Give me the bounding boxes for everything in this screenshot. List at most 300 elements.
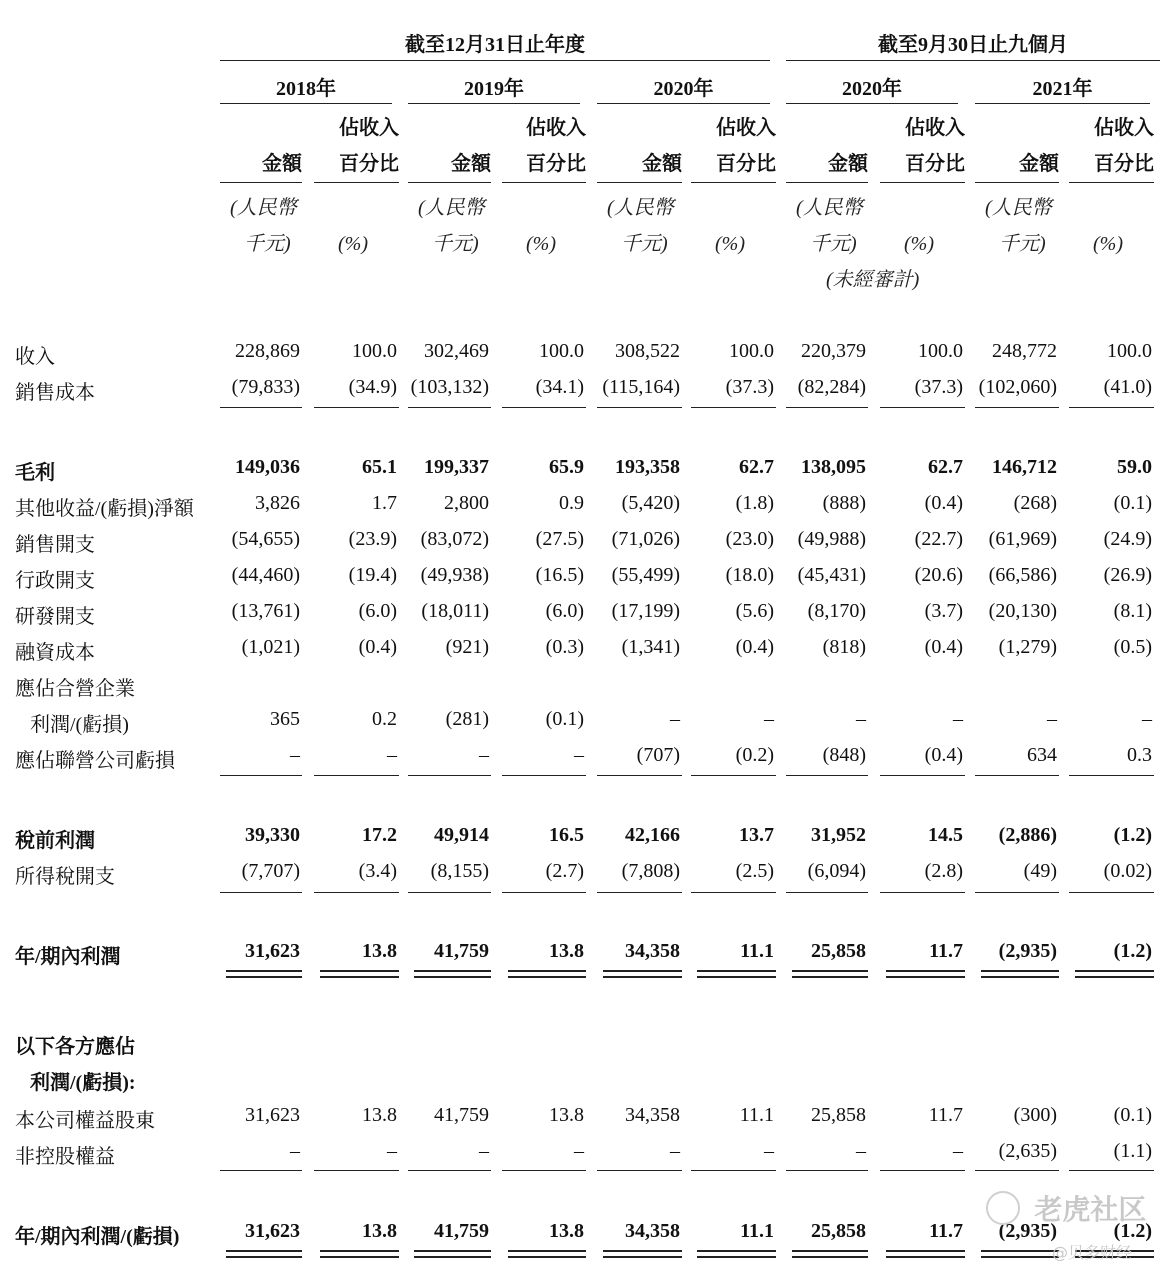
watermark (986, 1188, 1146, 1228)
row-cell: (2.5) (735, 860, 774, 882)
percent-header (880, 110, 965, 182)
row-cell: 42,166 (625, 824, 680, 846)
row-cell: (2,935) (998, 940, 1057, 962)
row-cell: (0.4) (735, 636, 774, 658)
row-cell: 41,759 (434, 940, 489, 962)
group-title-nine-months: 截至9月30日止九個月 (878, 34, 1068, 56)
subtotal-rule (880, 892, 965, 893)
row-cell: 34,358 (625, 1104, 680, 1126)
row-cell: (6.0) (545, 600, 584, 622)
row-cell: (8,155) (430, 860, 489, 882)
unit-amount-line2: 千元) (999, 233, 1046, 255)
row-cell: (1.2) (1113, 1220, 1152, 1242)
row-cell: – (479, 1140, 489, 1162)
row-cell: – (764, 708, 774, 730)
row-cell: 17.2 (362, 824, 397, 846)
row-cell: 11.1 (740, 1220, 774, 1242)
unit-amount-line2: 千元) (810, 233, 857, 255)
row-cell: (66,586) (988, 564, 1057, 586)
row-cell: – (670, 708, 680, 730)
row-cell: – (387, 744, 397, 766)
amount-label: 金額 (262, 153, 302, 175)
row-label: 利潤/(虧損) (30, 714, 129, 736)
total-double-rule (792, 970, 868, 978)
row-cell: (19.4) (348, 564, 397, 586)
amount-label: 金額 (1019, 153, 1059, 175)
subtotal-rule (502, 775, 586, 776)
row-cell: 16.5 (549, 824, 584, 846)
total-double-rule (697, 970, 776, 978)
row-cell: (24.9) (1103, 528, 1152, 550)
total-double-rule (981, 970, 1059, 978)
watermark-brand: 老虎社区 (1034, 1193, 1147, 1226)
pct-label-line1: 佔收入 (339, 117, 399, 139)
amount-header (220, 110, 302, 182)
row-cell: (0.1) (1113, 1104, 1152, 1126)
row-cell: (82,284) (797, 376, 866, 398)
row-cell: 11.1 (740, 940, 774, 962)
row-cell: (0.4) (924, 492, 963, 514)
subtotal-rule (786, 1170, 868, 1171)
row-cell: (1,341) (621, 636, 680, 658)
row-cell: (5.6) (735, 600, 774, 622)
row-cell: – (856, 1140, 866, 1162)
unit-amount-line2: 千元) (432, 233, 479, 255)
row-cell: (0.4) (358, 636, 397, 658)
row-label: 其他收益/(虧損)淨額 (15, 498, 194, 520)
row-label: 毛利 (15, 462, 55, 484)
row-cell: (7,808) (621, 860, 680, 882)
amount-label: 金額 (828, 153, 868, 175)
subtotal-rule (786, 775, 868, 776)
row-cell: 0.2 (372, 708, 397, 730)
row-cell: (1.2) (1113, 940, 1152, 962)
group-rule-nine-months (786, 60, 1160, 61)
row-cell: (3.4) (358, 860, 397, 882)
row-cell: 199,337 (424, 456, 489, 478)
row-label: 所得稅開支 (15, 866, 115, 888)
unit-amount-line2: 千元) (621, 233, 668, 255)
column-header-rule (691, 182, 776, 183)
row-cell: (23.9) (348, 528, 397, 550)
amount-header (408, 110, 491, 182)
row-cell: (16.5) (535, 564, 584, 586)
row-cell: (281) (445, 708, 489, 730)
row-cell: (707) (636, 744, 680, 766)
column-header-rule (786, 182, 868, 183)
row-cell: (102,060) (978, 376, 1057, 398)
year-rule-1 (408, 103, 580, 104)
row-cell: 31,623 (245, 940, 300, 962)
subtotal-rule (408, 775, 491, 776)
unit-percent (526, 190, 556, 262)
year-header-2: 2020年 (653, 78, 714, 100)
total-double-rule (1075, 970, 1154, 978)
row-cell: 193,358 (615, 456, 680, 478)
row-cell: (17,199) (611, 600, 680, 622)
row-cell: 62.7 (739, 456, 774, 478)
row-cell: (8.1) (1113, 600, 1152, 622)
subtotal-rule (691, 892, 776, 893)
row-cell: (22.7) (914, 528, 963, 550)
row-cell: 34,358 (625, 1220, 680, 1242)
row-label: 以下各方應佔 (15, 1036, 135, 1058)
row-cell: (115,164) (602, 376, 680, 398)
row-cell: 25,858 (811, 1104, 866, 1126)
subtotal-rule (880, 407, 965, 408)
subtotal-rule (314, 407, 399, 408)
row-cell: (54,655) (231, 528, 300, 550)
row-cell: 11.7 (928, 1104, 963, 1126)
row-cell: (45,431) (797, 564, 866, 586)
pct-label-line1: 佔收入 (716, 117, 776, 139)
row-cell: – (856, 708, 866, 730)
row-cell: 2,800 (444, 492, 489, 514)
row-cell: 31,623 (245, 1220, 300, 1242)
row-cell: – (574, 744, 584, 766)
subtotal-rule (314, 1170, 399, 1171)
watermark-logo-icon (986, 1191, 1020, 1225)
subtotal-rule (220, 407, 302, 408)
subtotal-rule (597, 1170, 682, 1171)
row-cell: 13.8 (362, 1104, 397, 1126)
row-cell: 11.1 (739, 1104, 774, 1126)
row-cell: 365 (270, 708, 300, 730)
row-cell: (49) (1023, 860, 1057, 882)
row-cell: (26.9) (1103, 564, 1152, 586)
row-cell: – (764, 1140, 774, 1162)
subtotal-rule (880, 1170, 965, 1171)
row-cell: 65.9 (549, 456, 584, 478)
row-cell: (0.1) (1113, 492, 1152, 514)
subtotal-rule (975, 892, 1059, 893)
percent-header (502, 110, 586, 182)
row-cell: (818) (822, 636, 866, 658)
subtotal-rule (1069, 407, 1154, 408)
row-cell: 39,330 (245, 824, 300, 846)
row-cell: 62.7 (928, 456, 963, 478)
subtotal-rule (502, 407, 586, 408)
year-rule-3 (786, 103, 958, 104)
total-double-rule (508, 1250, 586, 1258)
row-cell: 100.0 (918, 340, 963, 362)
year-rule-4 (975, 103, 1150, 104)
subtotal-rule (1069, 892, 1154, 893)
subtotal-rule (1069, 775, 1154, 776)
row-cell: 100.0 (729, 340, 774, 362)
row-cell: (2,886) (998, 824, 1057, 846)
row-label: 稅前利潤 (15, 830, 95, 852)
total-double-rule (886, 1250, 965, 1258)
row-cell: (103,132) (410, 376, 489, 398)
percent-header (314, 110, 399, 182)
row-cell: (1.8) (735, 492, 774, 514)
row-cell: (5,420) (621, 492, 680, 514)
row-cell: 100.0 (352, 340, 397, 362)
subtotal-rule (786, 892, 868, 893)
row-cell: 149,036 (235, 456, 300, 478)
pct-label-line2: 百分比 (716, 153, 776, 175)
row-cell: (0.1) (545, 708, 584, 730)
unit-percent-label: (%) (526, 233, 556, 255)
row-cell: 1.7 (372, 492, 397, 514)
total-double-rule (697, 1250, 776, 1258)
row-cell: 13.8 (549, 1104, 584, 1126)
row-cell: 220,379 (801, 340, 866, 362)
subtotal-rule (597, 407, 682, 408)
unit-amount (796, 190, 863, 262)
column-header-rule (1069, 182, 1154, 183)
row-cell: 634 (1027, 744, 1057, 766)
column-header-rule (880, 182, 965, 183)
year-header-1: 2019年 (464, 78, 524, 100)
subtotal-rule (975, 775, 1059, 776)
row-cell: (0.2) (735, 744, 774, 766)
amount-header (786, 110, 868, 182)
amount-header (975, 110, 1059, 182)
total-double-rule (886, 970, 965, 978)
column-header-rule (975, 182, 1059, 183)
row-label: 非控股權益 (15, 1146, 115, 1168)
row-cell: 34,358 (625, 940, 680, 962)
total-double-rule (508, 970, 586, 978)
unit-amount (985, 190, 1052, 262)
subtotal-rule (786, 407, 868, 408)
row-cell: 11.7 (929, 1220, 963, 1242)
total-double-rule (226, 970, 302, 978)
row-cell: (13,761) (231, 600, 300, 622)
row-cell: – (953, 708, 963, 730)
row-cell: (268) (1013, 492, 1057, 514)
year-rule-0 (220, 103, 392, 104)
row-label: 銷售成本 (15, 382, 95, 404)
row-cell: 100.0 (1107, 340, 1152, 362)
row-cell: (37.3) (725, 376, 774, 398)
subtotal-rule (314, 892, 399, 893)
row-cell: (55,499) (611, 564, 680, 586)
row-cell: (1,279) (998, 636, 1057, 658)
subtotal-rule (220, 1170, 302, 1171)
pct-label-line1: 佔收入 (1094, 117, 1154, 139)
row-cell: 41,759 (434, 1104, 489, 1126)
row-cell: (2,935) (998, 1220, 1057, 1242)
row-cell: (1.2) (1113, 824, 1152, 846)
row-cell: (2.7) (545, 860, 584, 882)
row-cell: – (290, 744, 300, 766)
unit-amount-line1: (人民幣 (418, 197, 485, 219)
row-cell: (300) (1013, 1104, 1057, 1126)
row-label: 應佔聯營公司虧損 (15, 750, 175, 772)
row-cell: 65.1 (362, 456, 397, 478)
row-cell: – (1047, 708, 1057, 730)
row-cell: (27.5) (535, 528, 584, 550)
row-cell: (848) (822, 744, 866, 766)
row-cell: – (574, 1140, 584, 1162)
row-cell: (6,094) (807, 860, 866, 882)
row-cell: 13.8 (549, 940, 584, 962)
row-cell: 3,826 (255, 492, 300, 514)
row-cell: 13.8 (549, 1220, 584, 1242)
row-cell: (921) (445, 636, 489, 658)
row-cell: 13.7 (739, 824, 774, 846)
row-cell: 59.0 (1117, 456, 1152, 478)
row-cell: 146,712 (992, 456, 1057, 478)
total-double-rule (792, 1250, 868, 1258)
row-cell: (0.3) (545, 636, 584, 658)
group-title-annual: 截至12月31日止年度 (405, 34, 585, 56)
unaudited-note: (未經審計) (826, 269, 920, 291)
unit-amount (230, 190, 297, 262)
row-cell: (83,072) (420, 528, 489, 550)
row-cell: – (953, 1140, 963, 1162)
column-header-rule (220, 182, 302, 183)
subtotal-rule (880, 775, 965, 776)
row-cell: (44,460) (231, 564, 300, 586)
row-cell: (2.8) (924, 860, 963, 882)
pct-label-line1: 佔收入 (905, 117, 965, 139)
subtotal-rule (691, 407, 776, 408)
subtotal-rule (597, 892, 682, 893)
row-cell: (0.4) (924, 636, 963, 658)
row-cell: (18.0) (725, 564, 774, 586)
row-cell: (34.9) (348, 376, 397, 398)
row-cell: (71,026) (611, 528, 680, 550)
row-label: 本公司權益股東 (15, 1110, 155, 1132)
row-label: 年/期內利潤/(虧損) (15, 1226, 180, 1248)
unit-amount-line1: (人民幣 (230, 197, 297, 219)
subtotal-rule (975, 1170, 1059, 1171)
row-label: 利潤/(虧損): (30, 1072, 136, 1094)
row-cell: 13.8 (362, 940, 397, 962)
row-cell: 100.0 (539, 340, 584, 362)
year-rule-2 (597, 103, 770, 104)
column-header-rule (502, 182, 586, 183)
unit-percent-label: (%) (1093, 233, 1123, 255)
row-cell: 25,858 (811, 940, 866, 962)
subtotal-rule (408, 892, 491, 893)
row-cell: – (479, 744, 489, 766)
row-cell: (20,130) (988, 600, 1057, 622)
unit-amount-line1: (人民幣 (796, 197, 863, 219)
row-label: 年/期內利潤 (15, 946, 121, 968)
subtotal-rule (691, 1170, 776, 1171)
total-double-rule (320, 1250, 399, 1258)
row-cell: (2,635) (998, 1140, 1057, 1162)
subtotal-rule (502, 1170, 586, 1171)
row-cell: 13.8 (362, 1220, 397, 1242)
year-header-3: 2020年 (842, 78, 902, 100)
unit-percent (338, 190, 368, 262)
pct-label-line2: 百分比 (1094, 153, 1154, 175)
row-label: 銷售開支 (15, 534, 95, 556)
subtotal-rule (1069, 1170, 1154, 1171)
subtotal-rule (314, 775, 399, 776)
row-cell: 31,623 (245, 1104, 300, 1126)
unit-amount-line1: (人民幣 (607, 197, 674, 219)
row-cell: (888) (822, 492, 866, 514)
row-cell: (8,170) (807, 600, 866, 622)
row-cell: – (1142, 708, 1152, 730)
subtotal-rule (220, 892, 302, 893)
row-cell: (0.02) (1103, 860, 1152, 882)
row-label: 收入 (15, 346, 55, 368)
subtotal-rule (220, 775, 302, 776)
row-cell: 31,952 (811, 824, 866, 846)
column-header-rule (314, 182, 399, 183)
row-cell: 0.3 (1127, 744, 1152, 766)
row-cell: (1,021) (241, 636, 300, 658)
row-cell: (37.3) (914, 376, 963, 398)
subtotal-rule (975, 407, 1059, 408)
percent-header (1069, 110, 1154, 182)
subtotal-rule (502, 892, 586, 893)
row-cell: (34.1) (535, 376, 584, 398)
row-cell: (6.0) (358, 600, 397, 622)
unit-amount-line1: (人民幣 (985, 197, 1052, 219)
subtotal-rule (408, 1170, 491, 1171)
unit-percent-label: (%) (338, 233, 368, 255)
pct-label-line2: 百分比 (526, 153, 586, 175)
unit-percent (1093, 190, 1123, 262)
amount-label: 金額 (642, 153, 682, 175)
row-cell: (79,833) (231, 376, 300, 398)
total-double-rule (981, 1250, 1059, 1258)
total-double-rule (320, 970, 399, 978)
column-header-rule (597, 182, 682, 183)
row-cell: (49,938) (420, 564, 489, 586)
year-header-0: 2018年 (276, 78, 336, 100)
row-cell: 14.5 (928, 824, 963, 846)
row-cell: (23.0) (725, 528, 774, 550)
watermark-handle: @贝多财经 (1052, 1243, 1133, 1262)
row-cell: (0.4) (924, 744, 963, 766)
total-double-rule (414, 970, 491, 978)
row-cell: (7,707) (241, 860, 300, 882)
row-cell: 41,759 (434, 1220, 489, 1242)
year-header-4: 2021年 (1032, 78, 1093, 100)
pct-label-line2: 百分比 (905, 153, 965, 175)
subtotal-rule (691, 775, 776, 776)
unit-percent (715, 190, 745, 262)
row-cell: (0.5) (1113, 636, 1152, 658)
row-label: 研發開支 (15, 606, 95, 628)
unit-amount (418, 190, 485, 262)
percent-header (691, 110, 776, 182)
row-cell: (61,969) (988, 528, 1057, 550)
group-rule-annual (220, 60, 770, 61)
row-cell: 302,469 (424, 340, 489, 362)
row-cell: – (387, 1140, 397, 1162)
row-cell: (49,988) (797, 528, 866, 550)
row-label: 融資成本 (15, 642, 95, 664)
total-double-rule (603, 1250, 682, 1258)
unit-percent-label: (%) (715, 233, 745, 255)
row-cell: 308,522 (615, 340, 680, 362)
subtotal-rule (597, 775, 682, 776)
unit-percent (904, 190, 934, 262)
total-double-rule (603, 970, 682, 978)
row-cell: (3.7) (924, 600, 963, 622)
pct-label-line2: 百分比 (339, 153, 399, 175)
total-double-rule (226, 1250, 302, 1258)
row-cell: 228,869 (235, 340, 300, 362)
row-cell: (18,011) (421, 600, 489, 622)
row-cell: 248,772 (992, 340, 1057, 362)
row-cell: (41.0) (1103, 376, 1152, 398)
row-cell: 138,095 (801, 456, 866, 478)
row-cell: 11.7 (929, 940, 963, 962)
subtotal-rule (408, 407, 491, 408)
